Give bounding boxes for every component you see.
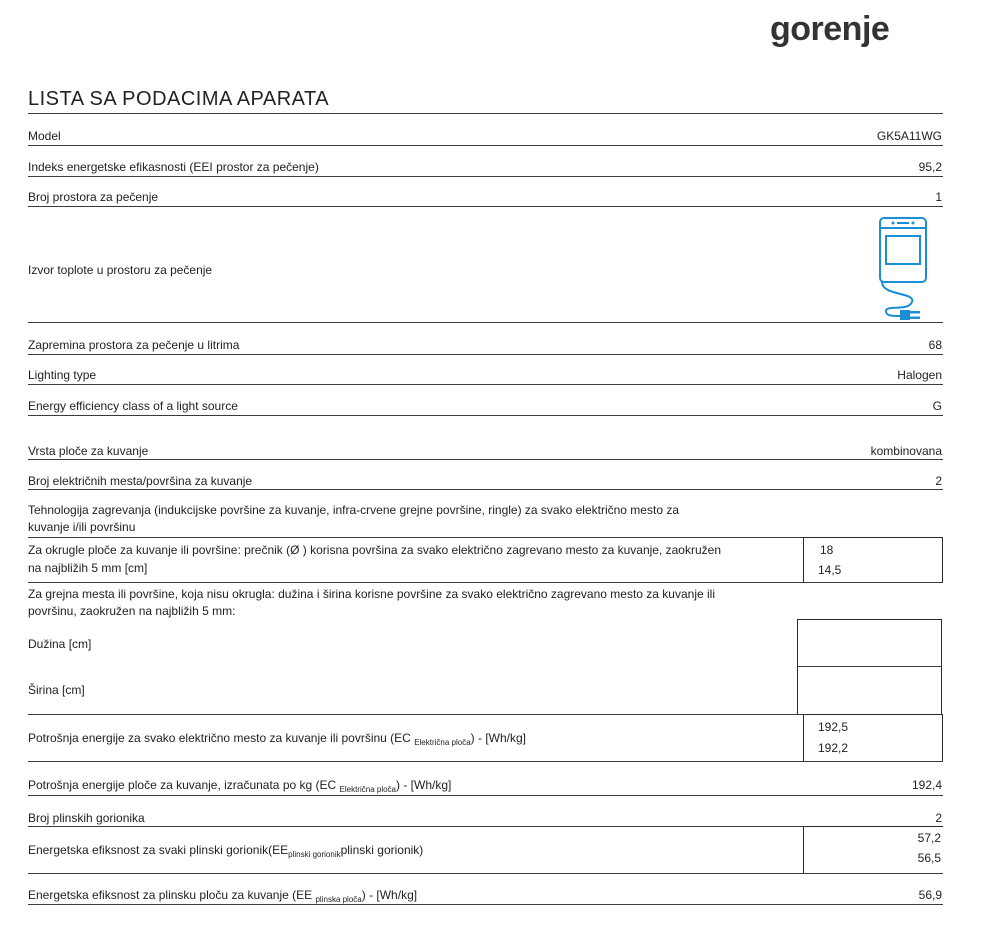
round-zones-label-2: na najbližih 5 mm [cm] xyxy=(28,561,148,575)
nonround-values-box xyxy=(797,619,942,715)
divider xyxy=(28,795,943,796)
eei-value: 95,2 xyxy=(918,160,942,174)
divider xyxy=(28,904,943,905)
divider xyxy=(28,145,943,146)
divider xyxy=(28,113,943,114)
light-class-value: G xyxy=(932,399,942,413)
ec-zone-1-value: 192,5 xyxy=(818,720,849,734)
divider xyxy=(28,206,943,207)
length-label: Dužina [cm] xyxy=(28,637,92,651)
hob-type-value: kombinovana xyxy=(870,444,942,458)
divider xyxy=(28,176,943,177)
technology-label-2: kuvanje i/ili površinu xyxy=(28,520,136,534)
cavities-label: Broj prostora za pečenje xyxy=(28,190,159,204)
page-title: LISTA SA PODACIMA APARATA xyxy=(28,88,330,110)
ec-hob-value: 192,4 xyxy=(911,778,942,792)
ec-zone-2-value: 192,2 xyxy=(818,741,849,755)
ee-gas-hob-subscript: plinska ploča xyxy=(315,895,362,904)
heat-source-label: Izvor toplote u prostoru za pečenje xyxy=(28,263,213,277)
volume-label: Zapremina prostora za pečenje u litrima xyxy=(28,338,240,352)
width-label: Širina [cm] xyxy=(28,683,85,697)
ee-burner-label-text: Energetska efiksnost za svaki plinski gorionik(EE xyxy=(28,843,289,857)
ee-burner-2-value: 56,5 xyxy=(917,851,941,865)
cavities-value: 1 xyxy=(935,190,942,204)
light-class-label: Energy efficiency class of a light source xyxy=(28,399,238,413)
volume-value: 68 xyxy=(928,338,942,352)
divider xyxy=(28,873,943,874)
divider xyxy=(28,384,943,385)
divider xyxy=(28,415,943,416)
ec-zone-label-text: Potrošnja energije za svako električno mesto za kuvanje ili površinu (EC xyxy=(28,731,415,745)
divider xyxy=(28,582,943,583)
ec-zone-subscript: Električna ploča xyxy=(414,738,471,747)
divider xyxy=(28,459,943,460)
eei-label: Indeks energetske efikasnosti (EEI prostor za pečenje) xyxy=(28,160,319,174)
technology-label: Tehnologija zagrevanja (indukcijske površine za kuvanje, infra-crvene grejne površine, ringle) za svako električno mesto za xyxy=(28,503,679,517)
ec-hob-subscript: Električna ploča xyxy=(339,785,396,794)
ec-hob-label-end: ) - [Wh/kg] xyxy=(396,778,452,792)
lighting-label: Lighting type xyxy=(28,368,97,382)
divider xyxy=(28,489,943,490)
divider xyxy=(28,761,943,762)
lighting-value: Halogen xyxy=(897,368,942,382)
electric-zones-label: Broj električnih mesta/površina za kuvanje xyxy=(28,474,253,488)
ec-zone-label xyxy=(28,731,526,750)
model-value: GK5A11WG xyxy=(876,129,942,143)
ec-hob-label-text: Potrošnja energije ploče za kuvanje, izračunata po kg (EC xyxy=(28,778,340,792)
divider xyxy=(28,322,943,323)
hob-type-label: Vrsta ploče za kuvanje xyxy=(28,444,149,458)
ee-burner-subscript: plinski gorionik xyxy=(288,850,341,859)
model-label: Model xyxy=(28,129,61,143)
round-zones-label: Za okrugle ploče za kuvanje ili površine: prečnik (Ø ) korisna površina za svako električno zagrevano mesto za kuvanje, zaokružen xyxy=(28,543,721,557)
ee-gas-hob-label-end: ) - [Wh/kg] xyxy=(361,888,418,902)
nonround-label: Za grejna mesta ili površine, koja nisu okrugla: dužina i širina korisne površine za svako električno zagrevano mesto za kuvanje ili xyxy=(28,587,715,601)
ee-burner-1-value: 57,2 xyxy=(917,831,941,845)
gas-burners-value: 2 xyxy=(935,811,942,825)
ec-zone-label-end: ) - [Wh/kg] xyxy=(470,731,527,745)
ee-gas-hob-label-text: Energetska efiksnost za plinsku ploču za kuvanje (EE xyxy=(28,888,316,902)
brand-logo: gorenje xyxy=(770,10,890,48)
divider xyxy=(28,354,943,355)
gas-burners-label: Broj plinskih gorionika xyxy=(28,811,145,825)
ee-gas-hob-value: 56,9 xyxy=(918,888,942,902)
ee-burner-label xyxy=(28,843,423,862)
electric-oven-icon xyxy=(878,216,930,320)
nonround-label-2: površinu, zaokružen na najbližih 5 mm: xyxy=(28,604,236,618)
divider xyxy=(797,666,942,667)
round-zone-1-value: 18 xyxy=(820,543,834,557)
ee-burner-label-end: plinski gorionik) xyxy=(340,843,424,857)
round-zone-2-value: 14,5 xyxy=(818,563,842,577)
electric-zones-value: 2 xyxy=(935,474,942,488)
